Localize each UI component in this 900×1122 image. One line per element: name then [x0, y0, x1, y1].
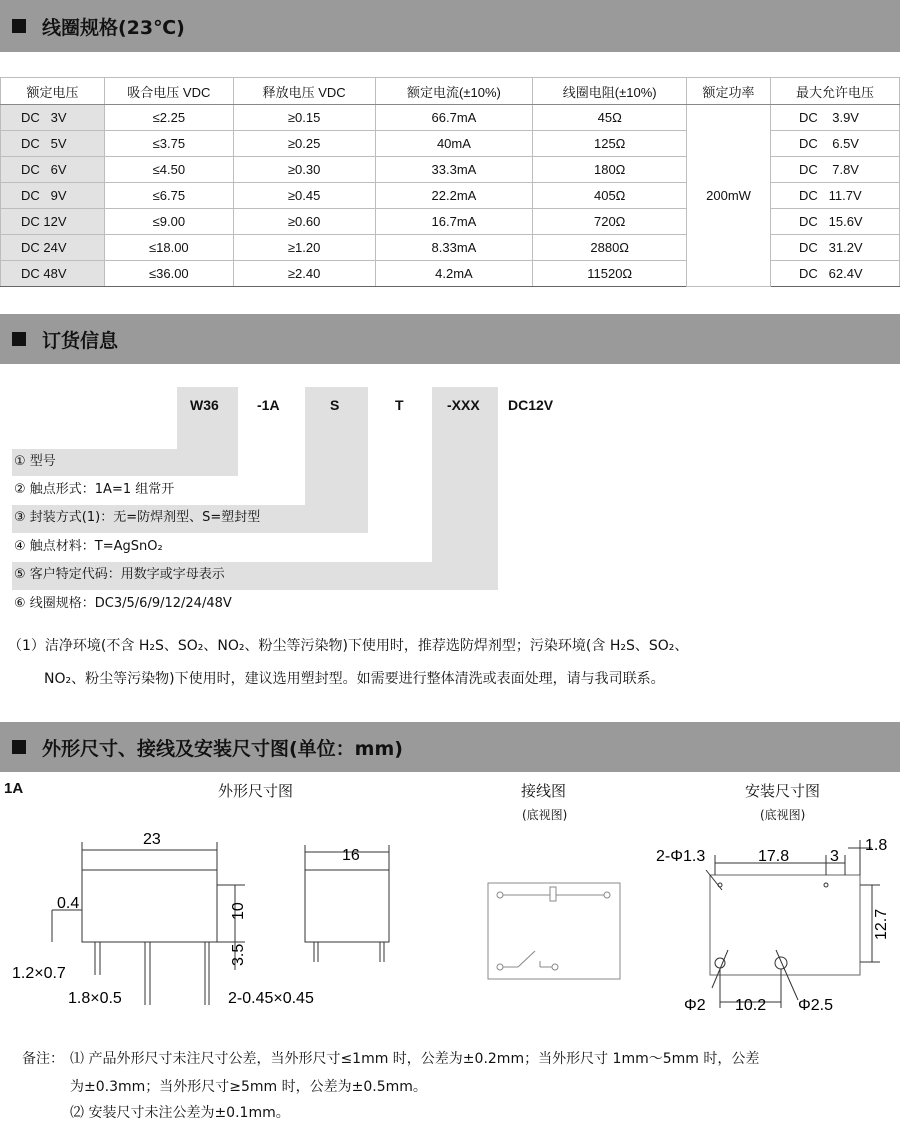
dim-label: 10.2 — [735, 997, 767, 1014]
table-cell: 45Ω — [533, 105, 687, 131]
order-note-line: NO₂、粉尘等污染物)下使用时，建议选用塑封型。如需要进行整体清洗或表面处理，请与我司联系。 — [44, 671, 665, 687]
table-cell: DC 11.7V — [771, 183, 900, 209]
table-cell: DC 15.6V — [771, 209, 900, 235]
power-cell: 200mW — [687, 105, 771, 287]
dim-label: 12.7 — [873, 908, 890, 940]
pin-hole — [552, 964, 558, 970]
table-cell: 66.7mA — [375, 105, 533, 131]
table-cell: 2880Ω — [533, 235, 687, 261]
coil-spec-table — [0, 77, 900, 287]
dim-label: 0.4 — [57, 895, 80, 912]
column-header: 最大允许电压 — [771, 78, 900, 105]
table-cell: DC 62.4V — [771, 261, 900, 287]
table-cell: 4.2mA — [375, 261, 533, 287]
order-code-coil: DC12V — [508, 397, 554, 413]
table-cell: DC 3.9V — [771, 105, 900, 131]
order-code-package: S — [330, 397, 340, 413]
outline-title: 外形尺寸图 — [218, 783, 294, 800]
square-bullet-icon — [12, 740, 26, 754]
wiring-title: 接线图 — [521, 783, 567, 800]
order-code-custom: -XXX — [447, 397, 480, 413]
table-cell: 11520Ω — [533, 261, 687, 287]
order-note-line: （1）洁净环境(不含 H₂S、SO₂、NO₂、粉尘等污染物)下使用时，推荐选防焊剂型；污染环境(含 H₂S、SO₂、 — [8, 638, 689, 654]
mount-outline — [710, 875, 860, 975]
order-item: ① 型号 — [14, 454, 56, 469]
table-cell: ≤9.00 — [104, 209, 233, 235]
table-cell: ≥0.60 — [233, 209, 375, 235]
table-cell: 40mA — [375, 131, 533, 157]
section-title: 外形尺寸、接线及安装尺寸图(单位：mm) — [42, 737, 403, 760]
order-item: ⑥ 线圈规格：DC3/5/6/9/12/24/48V — [14, 596, 232, 611]
table-cell: 405Ω — [533, 183, 687, 209]
table-cell: ≥0.45 — [233, 183, 375, 209]
column-header: 线圈电阻(±10%) — [533, 78, 687, 105]
table-cell: ≥2.40 — [233, 261, 375, 287]
relay-body-front — [82, 870, 217, 942]
order-bracket-5-stem — [432, 387, 498, 562]
dim-label: 23 — [143, 831, 161, 848]
variant-label: 1A — [4, 780, 24, 797]
wiring-subtitle: (底视图) — [522, 808, 568, 822]
section-title: 订货信息 — [42, 329, 119, 352]
pin-hole — [497, 892, 503, 898]
column-header: 额定电流(±10%) — [375, 78, 533, 105]
dim-label: 17.8 — [758, 848, 790, 865]
table-cell: DC 9V — [1, 183, 105, 209]
dim-label: 16 — [342, 847, 360, 864]
column-header: 释放电压 VDC — [233, 78, 375, 105]
order-code-model: W36 — [190, 397, 219, 413]
mount-drawing — [640, 830, 900, 1020]
order-code-contact: -1A — [257, 397, 280, 413]
table-cell: DC 7.8V — [771, 157, 900, 183]
table-cell: ≥0.30 — [233, 157, 375, 183]
pin-hole — [604, 892, 610, 898]
table-cell: ≤6.75 — [104, 183, 233, 209]
table-header-row — [1, 78, 900, 105]
dim-label: 3.5 — [230, 943, 247, 966]
dim-label: 1.8×0.5 — [68, 990, 122, 1007]
table-cell: 16.7mA — [375, 209, 533, 235]
column-header: 吸合电压 VDC — [104, 78, 233, 105]
footnote-label: 备注： — [22, 1051, 64, 1067]
table-cell: ≤3.75 — [104, 131, 233, 157]
dim-label: 10 — [230, 902, 247, 920]
table-cell: 720Ω — [533, 209, 687, 235]
table-cell: DC 6V — [1, 157, 105, 183]
table-cell: 180Ω — [533, 157, 687, 183]
table-cell: DC 24V — [1, 235, 105, 261]
table-cell: ≤4.50 — [104, 157, 233, 183]
order-item: ③ 封装方式(1)：无=防焊剂型、S=塑封型 — [14, 510, 261, 525]
table-cell: ≥0.25 — [233, 131, 375, 157]
mount-subtitle: (底视图) — [760, 808, 806, 822]
mount-hole — [824, 883, 828, 887]
section-title: 线圈规格(23℃) — [42, 16, 185, 39]
order-item: ② 触点形式：1A=1 组常开 — [14, 482, 175, 497]
mount-title: 安装尺寸图 — [745, 783, 821, 800]
footnote-line: ⑴ 产品外形尺寸未注尺寸公差，当外形尺寸≤1mm 时，公差为±0.2mm；当外形尺寸 1mm～5mm 时，公差 — [70, 1051, 760, 1067]
dim-label: 1.2×0.7 — [12, 965, 66, 982]
dim-label: Φ2 — [684, 997, 706, 1014]
table-cell: DC 12V — [1, 209, 105, 235]
section-header-dimensions — [0, 722, 900, 772]
table-cell: 125Ω — [533, 131, 687, 157]
mount-hole — [775, 957, 787, 969]
outline-front-drawing — [0, 830, 320, 1020]
dim-label: Φ2.5 — [798, 997, 834, 1014]
dim-label: 2-0.45×0.45 — [228, 990, 314, 1007]
dim-label: 1.8 — [865, 837, 888, 854]
table-cell: DC 6.5V — [771, 131, 900, 157]
order-item: ④ 触点材料：T=AgSnO₂ — [14, 539, 163, 554]
table-row — [1, 105, 900, 131]
column-header: 额定电压 — [1, 78, 105, 105]
section-header-ordering — [0, 314, 900, 364]
dim-label: 2-Φ1.3 — [656, 848, 706, 865]
pin-hole — [497, 964, 503, 970]
table-cell: DC 31.2V — [771, 235, 900, 261]
wiring-diagram — [480, 875, 630, 985]
coil-symbol — [550, 887, 556, 901]
table-cell: ≥0.15 — [233, 105, 375, 131]
table-cell: ≤18.00 — [104, 235, 233, 261]
table-cell: ≤2.25 — [104, 105, 233, 131]
footnote-line: ⑵ 安装尺寸未注公差为±0.1mm。 — [70, 1105, 290, 1121]
table-cell: 22.2mA — [375, 183, 533, 209]
table-cell: ≥1.20 — [233, 235, 375, 261]
dim-label: 3 — [830, 848, 839, 865]
table-cell: DC 3V — [1, 105, 105, 131]
table-cell: DC 48V — [1, 261, 105, 287]
outline-side-drawing — [290, 840, 410, 980]
order-item: ⑤ 客户特定代码：用数字或字母表示 — [14, 567, 225, 582]
table-cell: DC 5V — [1, 131, 105, 157]
section-header-coil-spec — [0, 0, 900, 52]
footnote-line: 为±0.3mm；当外形尺寸≥5mm 时，公差为±0.5mm。 — [70, 1079, 427, 1095]
square-bullet-icon — [12, 19, 26, 33]
relay-body-side — [305, 870, 389, 942]
column-header: 额定功率 — [687, 78, 771, 105]
order-code-material: T — [395, 397, 404, 413]
square-bullet-icon — [12, 332, 26, 346]
table-cell: 8.33mA — [375, 235, 533, 261]
table-cell: 33.3mA — [375, 157, 533, 183]
table-cell: ≤36.00 — [104, 261, 233, 287]
